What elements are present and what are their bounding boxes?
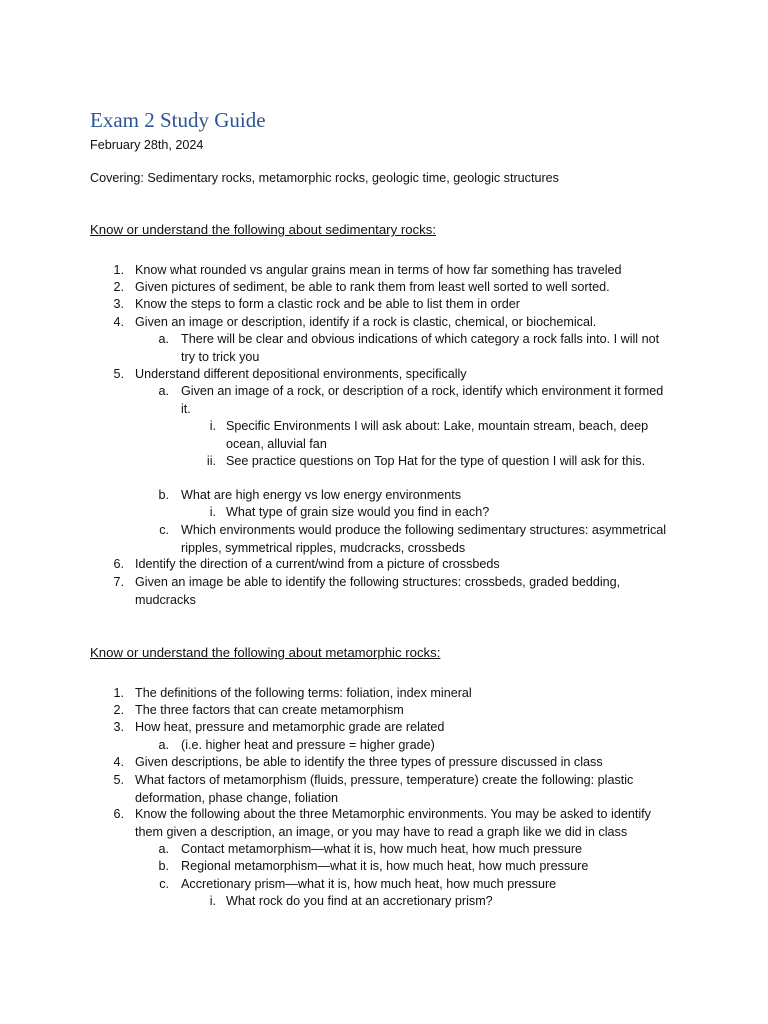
sedimentary-item-text: Given an image of a rock, or description of a rock, identify which environment it formed	[181, 384, 664, 398]
sedimentary-item-text: What are high energy vs low energy environments	[181, 488, 462, 502]
metamorphic-item-text: Given descriptions, be able to identify the three types of pressure discussed in class	[135, 755, 603, 769]
metamorphic-heading: Know or understand the following about metamorphic rocks:	[90, 645, 441, 660]
metamorphic-item-text: How heat, pressure and metamorphic grade are related	[135, 720, 445, 734]
page-title: Exam 2 Study Guide	[90, 108, 266, 132]
metamorphic-item-text: What rock do you find at an accretionary prism?	[226, 894, 493, 908]
metamorphic-item-marker: 4.	[113, 755, 124, 769]
metamorphic-item-text: The three factors that can create metamorphism	[135, 703, 404, 717]
sedimentary-item-text: try to trick you	[181, 349, 260, 364]
sedimentary-item-marker: 4.	[113, 315, 124, 329]
sedimentary-item-marker: a.	[158, 332, 169, 346]
sedimentary-item-marker: ii.	[206, 454, 216, 468]
metamorphic-item-marker: 1.	[113, 686, 124, 700]
sedimentary-item-marker: 6.	[113, 557, 124, 571]
sedimentary-item-marker: i.	[209, 505, 216, 519]
sedimentary-item-text: Given pictures of sediment, be able to rank them from least well sorted to well sorted.	[135, 280, 610, 294]
sedimentary-item-text: ocean, alluvial fan	[226, 436, 327, 451]
metamorphic-item-marker: 3.	[113, 720, 124, 734]
metamorphic-item-text: (i.e. higher heat and pressure = higher grade)	[181, 738, 435, 752]
sedimentary-heading: Know or understand the following about sedimentary rocks:	[90, 222, 436, 237]
sedimentary-item-marker: i.	[209, 419, 216, 433]
sedimentary-item-marker: 3.	[113, 297, 124, 311]
covering-line: Covering: Sedimentary rocks, metamorphic rocks, geologic time, geologic structures	[90, 171, 559, 185]
sedimentary-item-text: There will be clear and obvious indications of which category a rock falls into. I will not	[181, 332, 660, 346]
sedimentary-item-text: Specific Environments I will ask about: Lake, mountain stream, beach, deep	[226, 419, 649, 433]
metamorphic-item-marker: a.	[158, 842, 169, 856]
sedimentary-item-text: Understand different depositional environments, specifically	[135, 367, 467, 381]
sedimentary-item-marker: 5.	[113, 367, 124, 381]
sedimentary-item-marker: a.	[158, 384, 169, 398]
sedimentary-item-marker: c.	[159, 523, 169, 537]
metamorphic-item-text: Know the following about the three Metamorphic environments. You may be asked to identify	[135, 807, 651, 821]
sedimentary-item-text: Given an image be able to identify the following structures: crossbeds, graded bedding,	[135, 575, 621, 589]
metamorphic-item-marker: b.	[158, 859, 169, 873]
document-date: February 28th, 2024	[90, 138, 204, 152]
metamorphic-item-text: Contact metamorphism—what it is, how much heat, how much pressure	[181, 842, 583, 856]
sedimentary-item-text: What type of grain size would you find in each?	[226, 505, 490, 519]
metamorphic-item-text: The definitions of the following terms: foliation, index mineral	[135, 686, 472, 700]
metamorphic-item-marker: 5.	[113, 773, 124, 787]
sedimentary-item-marker: b.	[158, 488, 169, 502]
metamorphic-item-text: Accretionary prism—what it is, how much heat, how much pressure	[181, 877, 557, 891]
sedimentary-item-text: ripples, symmetrical ripples, mudcracks, crossbeds	[181, 540, 466, 555]
metamorphic-item-text: them given a description, an image, or you may have to read a graph like we did in class	[135, 824, 628, 839]
sedimentary-item-text: Identify the direction of a current/wind from a picture of crossbeds	[135, 557, 500, 571]
metamorphic-item-marker: a.	[158, 738, 169, 752]
metamorphic-item-text: deformation, phase change, foliation	[135, 790, 339, 805]
sedimentary-item-marker: 2.	[113, 280, 124, 294]
sedimentary-item-marker: 7.	[113, 575, 124, 589]
sedimentary-item-text: Know the steps to form a clastic rock and be able to list them in order	[135, 297, 520, 311]
metamorphic-item-marker: c.	[159, 877, 169, 891]
metamorphic-item-marker: 2.	[113, 703, 124, 717]
metamorphic-item-marker: i.	[209, 894, 216, 908]
sedimentary-item-text: mudcracks	[135, 592, 196, 607]
sedimentary-item-text: it.	[181, 401, 191, 416]
sedimentary-item-marker: 1.	[113, 263, 124, 277]
metamorphic-item-text: Regional metamorphism—what it is, how much heat, how much pressure	[181, 859, 589, 873]
sedimentary-item-text: Know what rounded vs angular grains mean in terms of how far something has traveled	[135, 263, 622, 277]
metamorphic-item-text: What factors of metamorphism (fluids, pressure, temperature) create the following: plastic	[135, 773, 634, 787]
sedimentary-item-text: See practice questions on Top Hat for the type of question I will ask for this.	[226, 454, 646, 468]
sedimentary-item-text: Given an image or description, identify if a rock is clastic, chemical, or biochemical.	[135, 315, 597, 329]
metamorphic-item-marker: 6.	[113, 807, 124, 821]
sedimentary-item-text: Which environments would produce the following sedimentary structures: asymmetrical	[181, 523, 667, 537]
